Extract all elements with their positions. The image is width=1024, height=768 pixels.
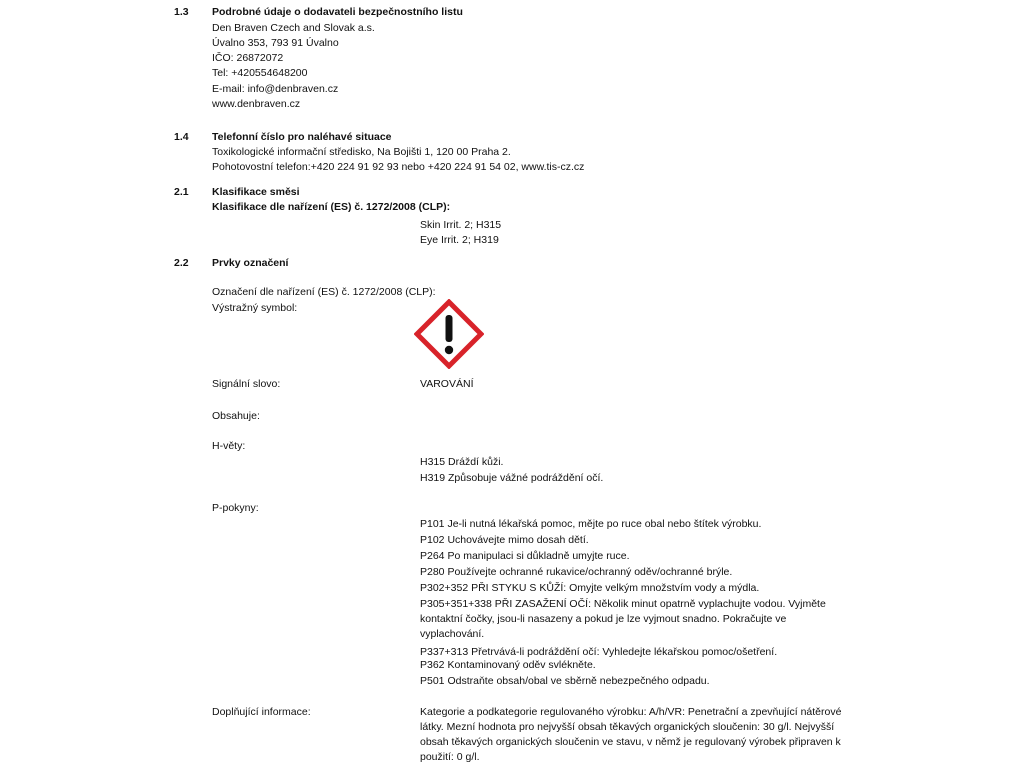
supplier-web: www.denbraven.cz xyxy=(212,98,301,110)
supplier-name: Den Braven Czech and Slovak a.s. xyxy=(212,22,375,34)
label-warning-symbol: Výstražný symbol: xyxy=(212,302,298,314)
ghs-exclamation-pictogram xyxy=(414,299,484,369)
section-number-1-3: 1.3 xyxy=(174,6,189,18)
h-statement: H315 Dráždí kůži. xyxy=(420,456,504,468)
p-statement: P101 Je-li nutná lékařská pomoc, mějte po ruce obal nebo štítek výrobku. xyxy=(420,518,762,530)
emergency-phone: Pohotovostní telefon:+420 224 91 92 93 nebo +420 224 91 54 02, www.tis-cz.cz xyxy=(212,161,585,173)
label-additional-info: Doplňující informace: xyxy=(212,706,311,718)
label-contains: Obsahuje: xyxy=(212,410,260,422)
section-heading-1-3: Podrobné údaje o dodavateli bezpečnostního listu xyxy=(212,6,463,18)
classification-eye: Eye Irrit. 2; H319 xyxy=(420,234,499,246)
section-number-2-1: 2.1 xyxy=(174,186,189,198)
p-statement: P337+313 Přetrvává-li podráždění očí: Vyhledejte lékařskou pomoc/ošetření. xyxy=(420,646,778,658)
p-statement: P362 Kontaminovaný oděv svlékněte. xyxy=(420,659,596,671)
p-statement: P305+351+338 PŘI ZASAŽENÍ OČÍ: Několik minut opatrně vyplachujte vodou. Vyjměte xyxy=(420,598,826,610)
additional-info-line: látky. Mezní hodnota pro nejvyšší obsah těkavých organických sloučenin: 30 g/l. Nejvyšší xyxy=(420,721,835,733)
label-signal-word: Signální slovo: xyxy=(212,378,281,390)
section-number-1-4: 1.4 xyxy=(174,131,189,143)
p-statement: P302+352 PŘI STYKU S KŮŽÍ: Omyjte velkým množstvím vody a mýdla. xyxy=(420,582,760,594)
p-statement-continued: vyplachování. xyxy=(420,628,485,640)
additional-info-line: Kategorie a podkategorie regulovaného výrobku: A/h/VR: Penetrační a zpevňující nátěrové xyxy=(420,706,842,718)
section-number-2-2: 2.2 xyxy=(174,257,189,269)
classification-subheading: Klasifikace dle nařízení (ES) č. 1272/2008 (CLP): xyxy=(212,201,451,213)
additional-info-line: použití: 0 g/l. xyxy=(420,751,480,763)
p-statement-continued: kontaktní čočky, jsou-li nasazeny a pokud je lze vyjmout snadno. Pokračujte ve xyxy=(420,613,787,625)
p-statement: P501 Odstraňte obsah/obal ve sběrně nebezpečného odpadu. xyxy=(420,675,710,687)
signal-word: VAROVÁNÍ xyxy=(420,378,474,390)
section-heading-2-1: Klasifikace směsi xyxy=(212,186,300,198)
h-statement: H319 Způsobuje vážné podráždění očí. xyxy=(420,472,604,484)
supplier-ico: IČO: 26872072 xyxy=(212,52,284,64)
section-heading-1-4: Telefonní číslo pro naléhavé situace xyxy=(212,131,392,143)
classification-skin: Skin Irrit. 2; H315 xyxy=(420,219,502,231)
p-statement: P280 Používejte ochranné rukavice/ochranný oděv/ochranné brýle. xyxy=(420,566,733,578)
p-statement: P264 Po manipulaci si důkladně umyjte ruce. xyxy=(420,550,630,562)
p-statement: P102 Uchovávejte mimo dosah dětí. xyxy=(420,534,589,546)
label-clp: Označení dle nařízení (ES) č. 1272/2008 (CLP): xyxy=(212,286,436,298)
section-heading-2-2: Prvky označení xyxy=(212,257,289,269)
supplier-email: E-mail: info@denbraven.cz xyxy=(212,83,339,95)
label-h-statements: H-věty: xyxy=(212,440,246,452)
emergency-center: Toxikologické informační středisko, Na Bojišti 1, 120 00 Praha 2. xyxy=(212,146,511,158)
label-p-statements: P-pokyny: xyxy=(212,502,259,514)
supplier-tel: Tel: +420554648200 xyxy=(212,67,308,79)
supplier-address: Úvalno 353, 793 91 Úvalno xyxy=(212,37,339,49)
additional-info-line: obsah těkavých organických sloučenin ve stavu, v němž je regulovaný výrobek připraven k xyxy=(420,736,841,748)
exclamation-mark-icon xyxy=(414,299,484,369)
